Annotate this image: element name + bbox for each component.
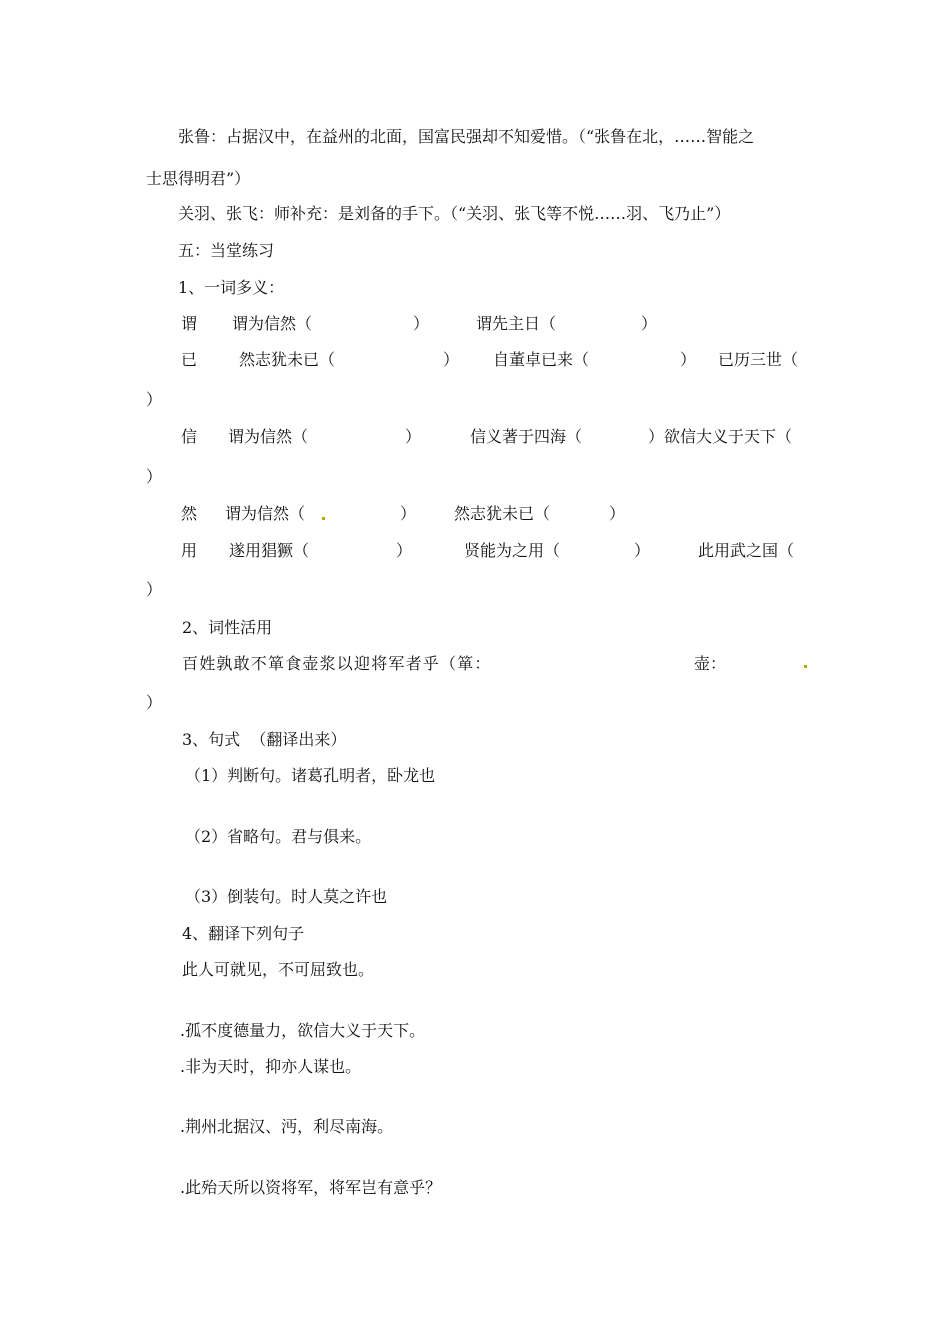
polysemy-item: 谓为信然（ (232, 314, 313, 333)
polysemy-item: 贤能为之用（ (464, 541, 561, 560)
q2-sentence: 百姓孰敢不箪食壶浆以迎将军者乎（箪： (182, 654, 492, 673)
polysemy-wrap: ） (146, 467, 163, 486)
polysemy-word: 然 (181, 504, 198, 523)
marker-dot (322, 517, 325, 520)
q3-item: （1）判断句。诸葛孔明者，卧龙也 (185, 766, 436, 785)
polysemy-wrap: ） (146, 390, 163, 409)
q3-item: （2）省略句。君与俱来。 (185, 827, 372, 846)
polysemy-item: 谓先主日（ (476, 314, 557, 333)
q1-title: 1、一词多义： (178, 278, 285, 297)
q2-close: ） (146, 693, 163, 712)
q4-title: 4、翻译下列句子 (182, 924, 305, 943)
polysemy-item: 已历三世（ (718, 350, 799, 369)
q3-title: 3、句式 （翻译出来） (182, 730, 347, 749)
guanyu-line: 关羽、张飞：师补充：是刘备的手下。（“关羽、张飞等不悦……羽、飞乃止”） (178, 204, 731, 223)
polysemy-item: 遂用猖獗（ (229, 541, 310, 560)
polysemy-word: 用 (181, 541, 198, 560)
q3-item: （3）倒装句。时人莫之许也 (185, 887, 388, 906)
q4-item: 此人可就见，不可屈致也。 (182, 960, 375, 979)
polysemy-item: ） (400, 504, 417, 523)
polysemy-item: ） (405, 427, 422, 446)
polysemy-item: ） (680, 350, 697, 369)
polysemy-item: 谓为信然（ (228, 427, 309, 446)
polysemy-item: 自董卓已来（ (493, 350, 590, 369)
polysemy-item: ）欲信大义于天下（ (648, 427, 793, 446)
polysemy-item: ） (634, 541, 651, 560)
zhanglu-line-2: 士思得明君”） (146, 169, 251, 188)
polysemy-word: 信 (181, 427, 198, 446)
q2-hu-label: 壶： (694, 654, 727, 673)
polysemy-item: ） (609, 504, 626, 523)
polysemy-item: 谓为信然（ (225, 504, 306, 523)
polysemy-word: 已 (181, 350, 198, 369)
polysemy-item: 然志犹未已（ (239, 350, 336, 369)
polysemy-item: 信义著于四海（ (470, 427, 583, 446)
q4-item: .此殆天所以资将军，将军岂有意乎？ (180, 1178, 442, 1197)
polysemy-item: ） (641, 314, 658, 333)
polysemy-wrap: ） (146, 580, 163, 599)
zhanglu-line-1: 张鲁：占据汉中，在益州的北面，国富民强却不知爱惜。（“张鲁在北，……智能之 (178, 127, 755, 146)
polysemy-item: ） (443, 350, 460, 369)
marker-dot (804, 665, 807, 668)
q4-item: .非为天时，抑亦人谋也。 (180, 1057, 362, 1076)
polysemy-item: ） (413, 314, 430, 333)
q4-item: .荆州北据汉、沔，利尽南海。 (180, 1117, 394, 1136)
polysemy-item: ） (396, 541, 413, 560)
q2-title: 2、词性活用 (182, 618, 273, 637)
polysemy-word: 谓 (181, 314, 198, 333)
q4-item: .孤不度德量力，欲信大义于天下。 (180, 1021, 426, 1040)
polysemy-item: 然志犹未已（ (454, 504, 551, 523)
polysemy-item: 此用武之国（ (698, 541, 795, 560)
section-title: 五：当堂练习 (178, 241, 275, 260)
